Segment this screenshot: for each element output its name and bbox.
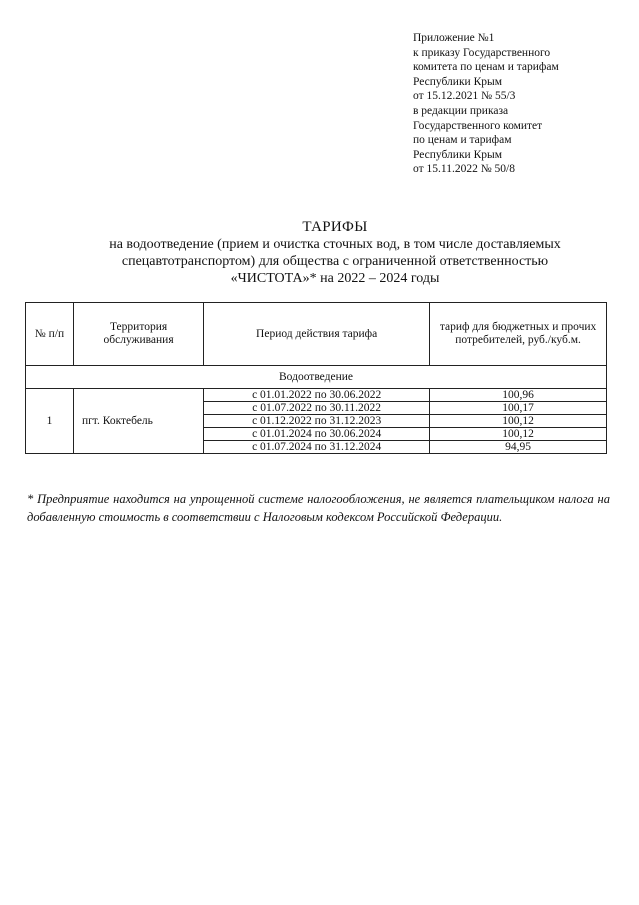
tariff-cell: 100,17 [430,402,607,415]
header-tariff: тариф для бюджетных и прочих потребителей, руб./куб.м. [430,303,607,366]
header-period: Период действия тарифа [204,303,430,366]
footnote: * Предприятие находится на упрощенной системе налогообложения, не является плательщиком налога на добавленную стоимость в соответствии с Налоговым кодексом Российской Федерации. [27,492,610,524]
tariff-cell: 100,96 [430,389,607,402]
row-number: 1 [26,389,74,454]
tariff-cell: 100,12 [430,428,607,441]
title-main: ТАРИФЫ [302,219,368,235]
appendix-line: Республики Крым [413,75,502,88]
territory-cell: пгт. Коктебель [73,389,203,454]
appendix-line: комитета по ценам и тарифам [413,61,559,74]
document-title [40,219,630,287]
title-line: спецавтотранспортом) для общества с ограниченной ответственностью [121,254,549,269]
header-territory: Территория обслуживания [73,303,203,366]
table-row [26,389,607,402]
appendix-line: от 15.11.2022 № 50/8 [413,163,515,176]
title-line: «ЧИСТОТА»* на 2022 – 2024 годы [230,271,440,286]
period-cell: с 01.01.2024 по 30.06.2024 [204,428,430,441]
title-line: на водоотведение (прием и очистка сточных вод, в том числе доставляемых [109,237,561,252]
period-cell: с 01.12.2022 по 31.12.2023 [204,415,430,428]
appendix-line: от 15.12.2021 № 55/3 [413,90,516,103]
period-cell: с 01.01.2022 по 30.06.2022 [204,389,430,402]
appendix-line: Республики Крым [413,148,502,161]
header-number: № п/п [26,303,74,366]
tariff-cell: 94,95 [430,441,607,454]
appendix-line: Государственного комитет [413,119,543,132]
table-header-row [26,303,607,366]
appendix-line: в редакции приказа [413,104,509,117]
appendix-block [413,31,613,177]
appendix-line: по ценам и тарифам [413,134,512,147]
section-row [26,366,607,389]
appendix-line: Приложение №1 [413,32,495,44]
period-cell: с 01.07.2022 по 30.11.2022 [204,402,430,415]
section-label: Водоотведение [26,366,607,389]
tariff-cell: 100,12 [430,415,607,428]
tariff-table [25,302,607,454]
appendix-line: к приказу Государственного [413,46,551,59]
period-cell: с 01.07.2024 по 31.12.2024 [204,441,430,454]
